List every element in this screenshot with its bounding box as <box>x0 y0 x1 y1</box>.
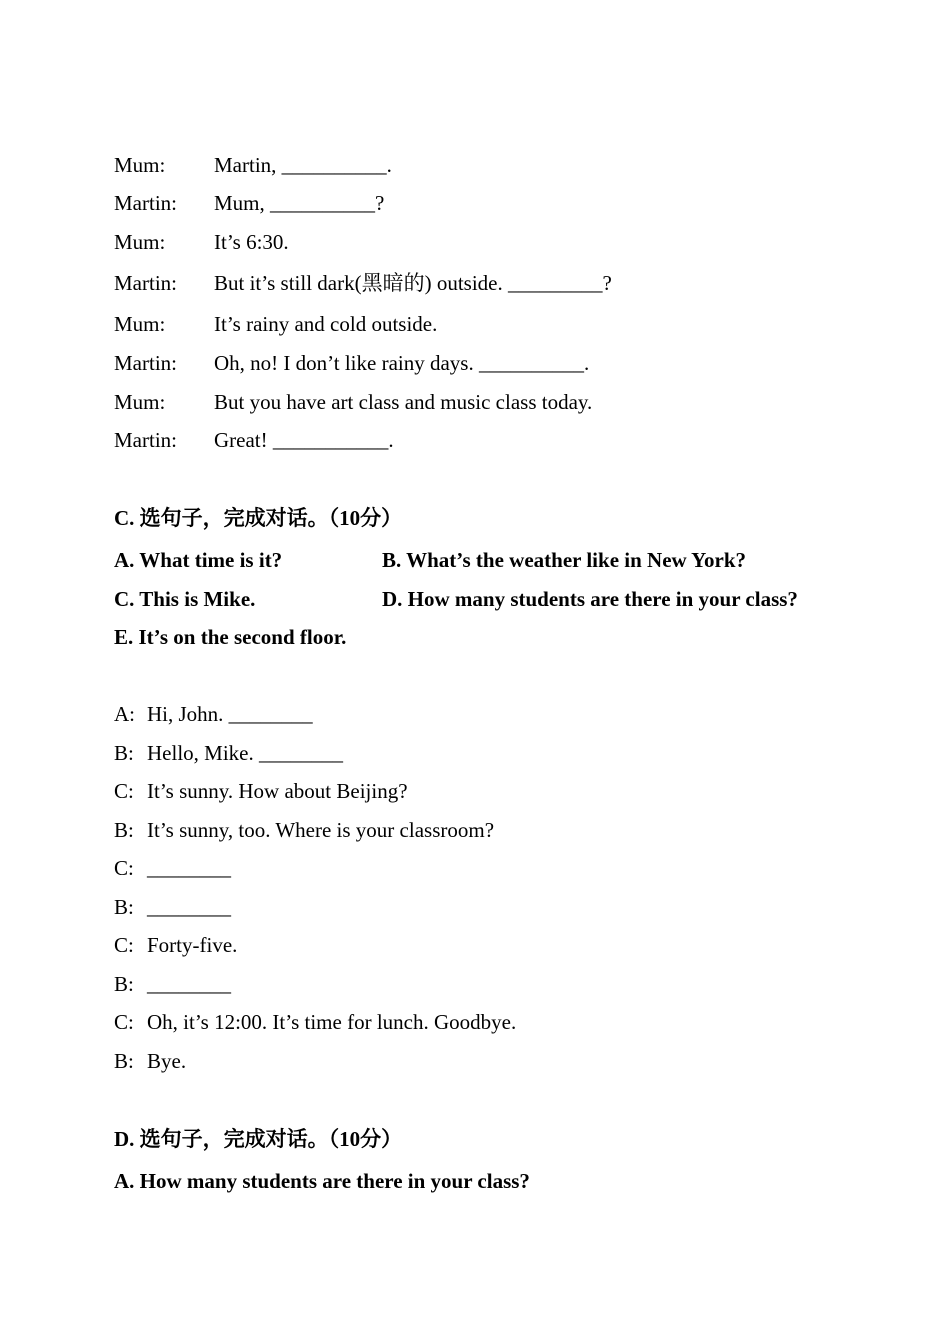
speech-text: Bye. <box>147 1049 187 1073</box>
speaker-label: C: <box>114 933 134 957</box>
speaker-label: Martin: <box>114 191 177 215</box>
speech-text: Forty-five. <box>147 933 238 957</box>
speaker-label: B: <box>114 972 134 996</box>
speech-text: Oh, no! I don’t like rainy days. __________. <box>214 351 590 375</box>
option-c: C. This is Mike. <box>114 587 256 611</box>
speaker-label: B: <box>114 1049 134 1073</box>
speech-text: It’s rainy and cold outside. <box>214 312 438 336</box>
speech-text: It’s sunny. How about Beijing? <box>147 779 408 803</box>
speaker-label: Martin: <box>114 351 177 375</box>
section-c-heading: C. 选句子，完成对话。（10分） <box>114 506 403 530</box>
speech-text: ________ <box>147 895 231 919</box>
option-b: B. What’s the weather like in New York? <box>382 548 746 572</box>
speaker-label: Mum: <box>114 390 166 414</box>
speaker-label: A: <box>114 702 135 726</box>
speech-text: But it’s still dark(黑暗的) outside. _________? <box>214 271 612 295</box>
speaker-label: C: <box>114 779 134 803</box>
speech-text: Great! ___________. <box>214 428 394 452</box>
speech-text: Mum, __________? <box>214 191 385 215</box>
speech-text: ________ <box>147 972 231 996</box>
speaker-label: Martin: <box>114 271 177 295</box>
speaker-label: Mum: <box>114 230 166 254</box>
speaker-label: B: <box>114 741 134 765</box>
option-d: D. How many students are there in your class? <box>382 587 798 611</box>
option-a: A. What time is it? <box>114 548 283 572</box>
speech-text: Martin, __________. <box>214 153 392 177</box>
speaker-label: B: <box>114 818 134 842</box>
speaker-label: Martin: <box>114 428 177 452</box>
speech-text: Hi, John. ________ <box>147 702 313 726</box>
option-a: A. How many students are there in your class? <box>114 1169 530 1193</box>
speaker-label: Mum: <box>114 312 166 336</box>
section-d-heading: D. 选句子，完成对话。（10分） <box>114 1127 403 1151</box>
speaker-label: Mum: <box>114 153 166 177</box>
speech-text: It’s sunny, too. Where is your classroom? <box>147 818 495 842</box>
speech-text: It’s 6:30. <box>214 230 289 254</box>
speaker-label: B: <box>114 895 134 919</box>
speech-text: But you have art class and music class today. <box>214 390 593 414</box>
speaker-label: C: <box>114 1010 134 1034</box>
speaker-label: C: <box>114 856 134 880</box>
speech-text: Hello, Mike. ________ <box>147 741 343 765</box>
option-e: E. It’s on the second floor. <box>114 625 347 649</box>
speech-text: ________ <box>147 856 231 880</box>
speech-text: Oh, it’s 12:00. It’s time for lunch. Goodbye. <box>147 1010 517 1034</box>
